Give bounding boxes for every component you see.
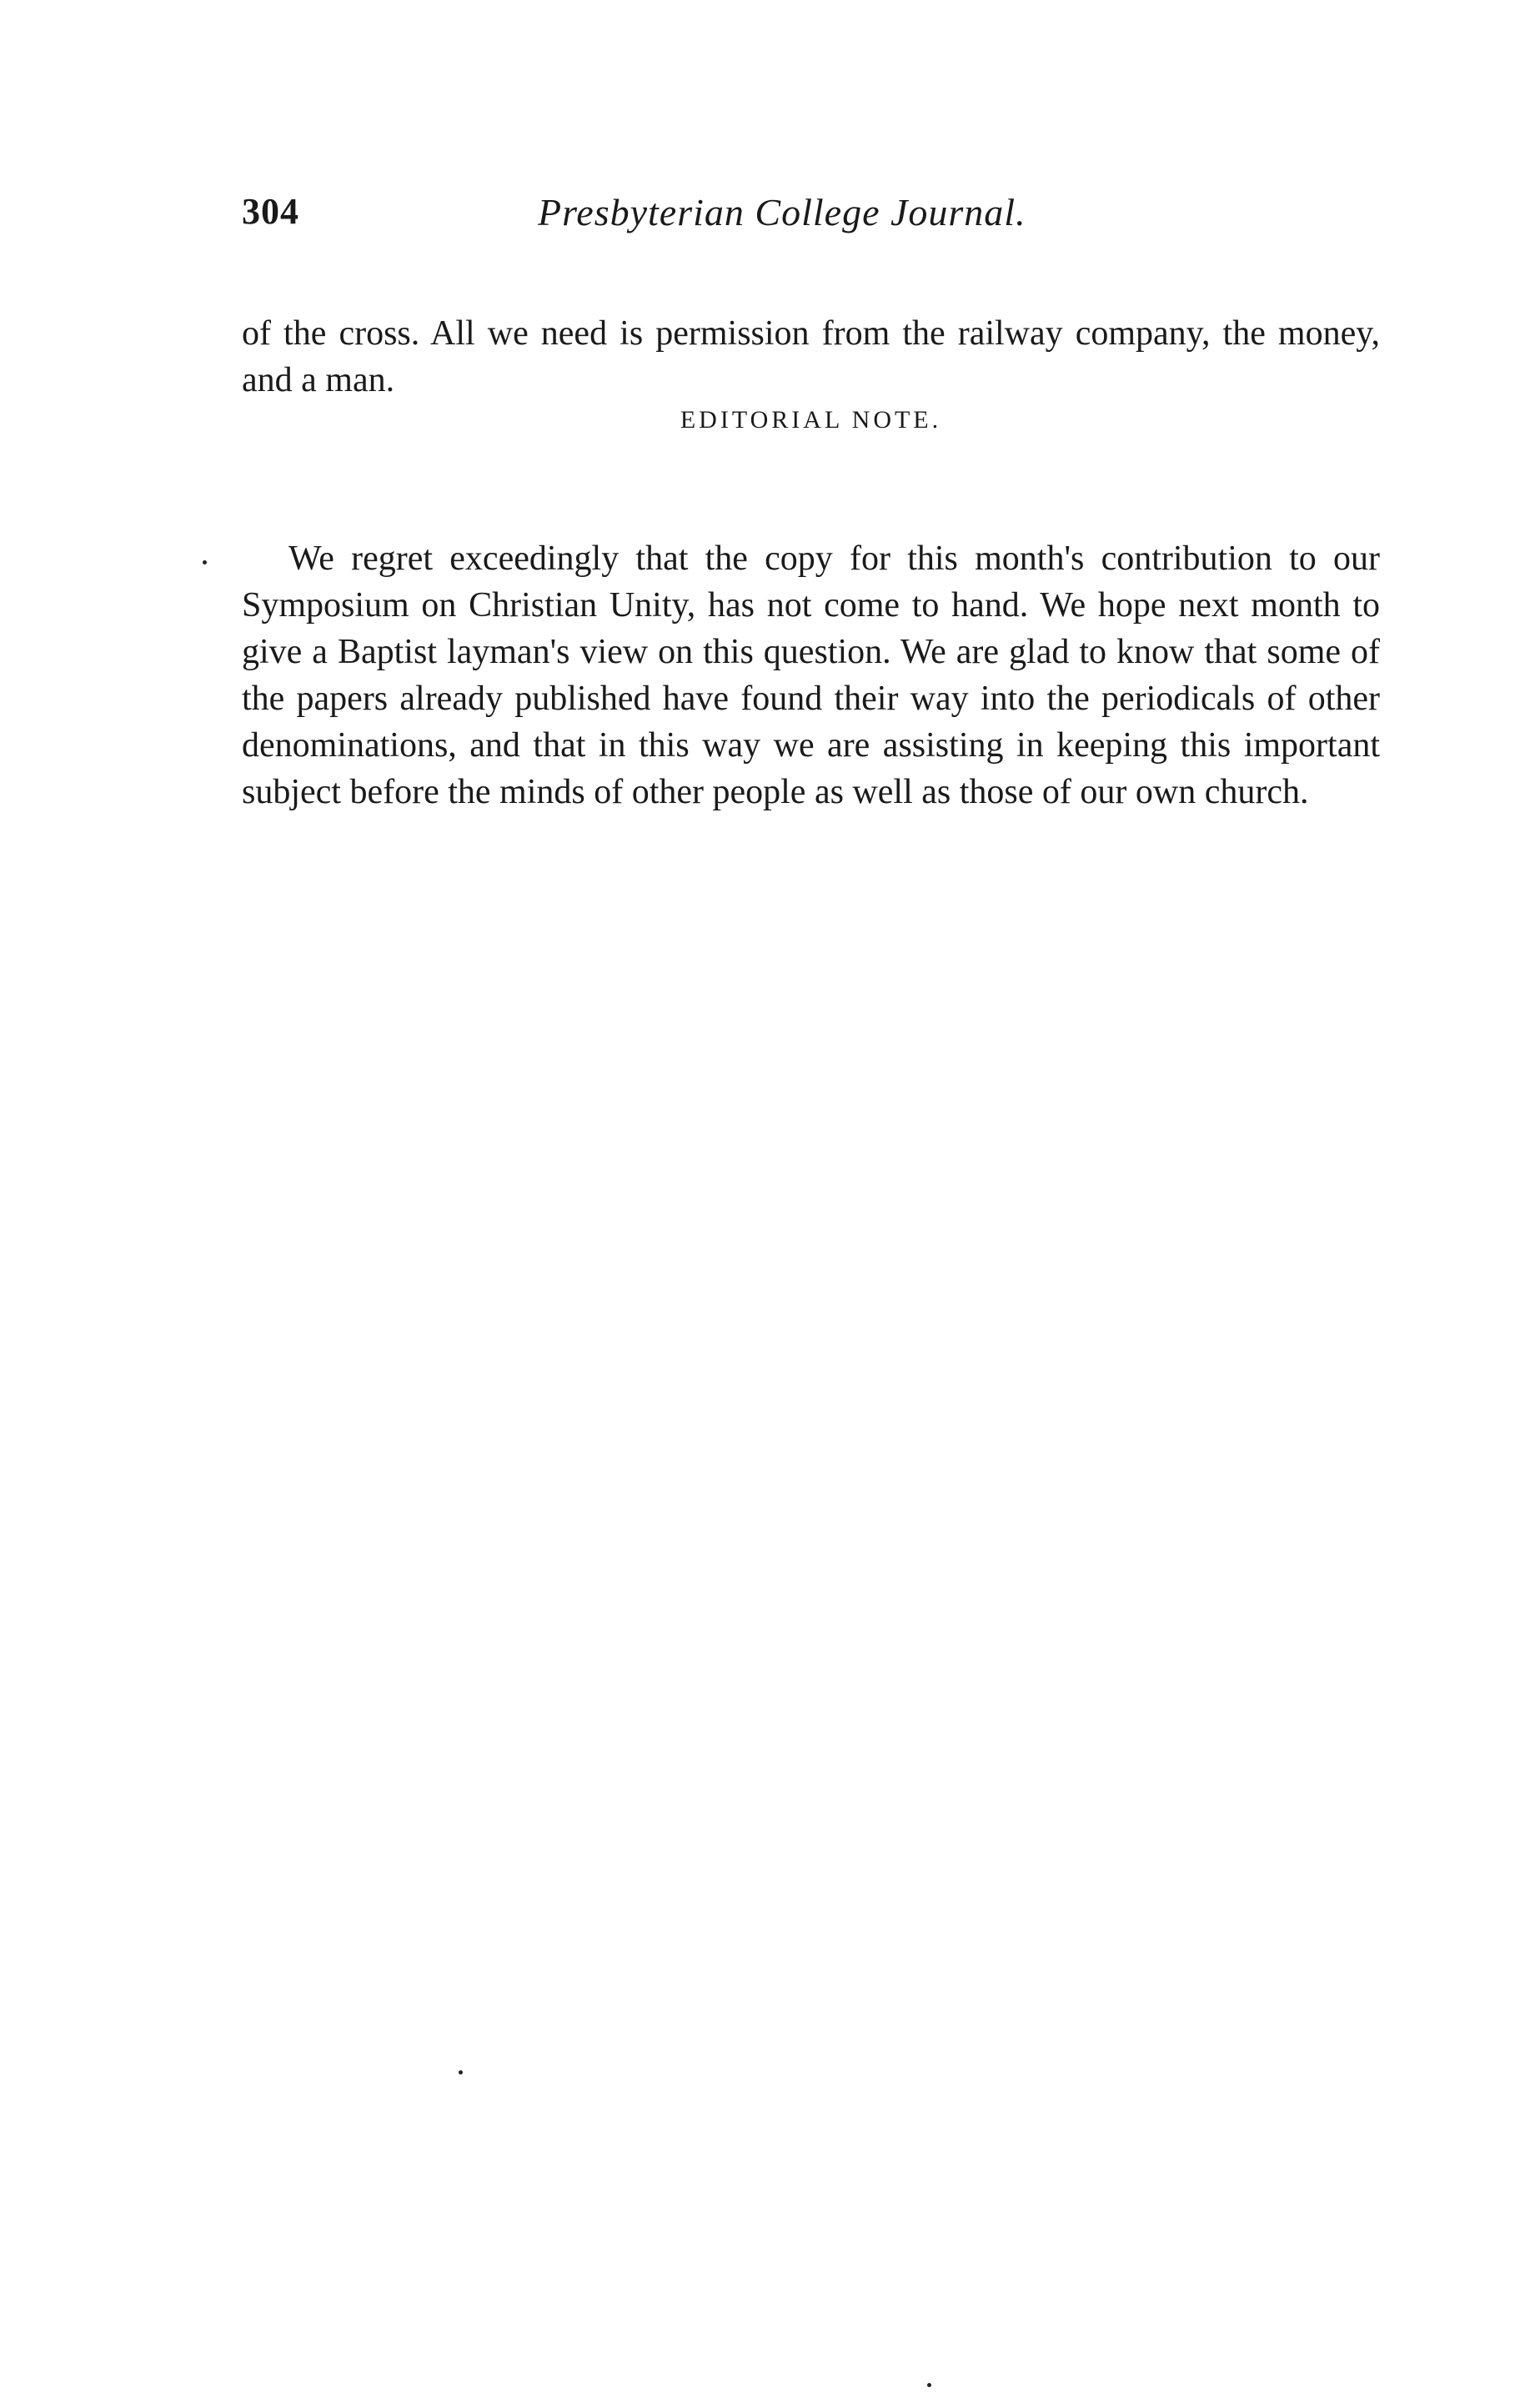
continuation-paragraph: of the cross. All we need is permission from the railway company, the money, and a man.	[242, 314, 1380, 399]
print-speck	[927, 2383, 931, 2387]
print-speck	[203, 560, 207, 564]
page-number: 304	[242, 191, 299, 232]
journal-title: Presbyterian College Journal.	[538, 191, 1026, 233]
running-head	[242, 190, 1384, 248]
section-heading: EDITORIAL NOTE.	[680, 406, 942, 434]
print-speck	[459, 2070, 463, 2074]
editorial-note-paragraph: We regret exceedingly that the copy for this month's contribution to our Symposium on Christian Unity, has not come to hand. We hope next month to give a Baptist layman's view on this question. We are glad to know that some of the papers already published have found their way into the periodicals of other denominations, and that in this way we are assisting in keeping this important subject before the minds of other people as well as those of our own church.	[242, 539, 1380, 811]
